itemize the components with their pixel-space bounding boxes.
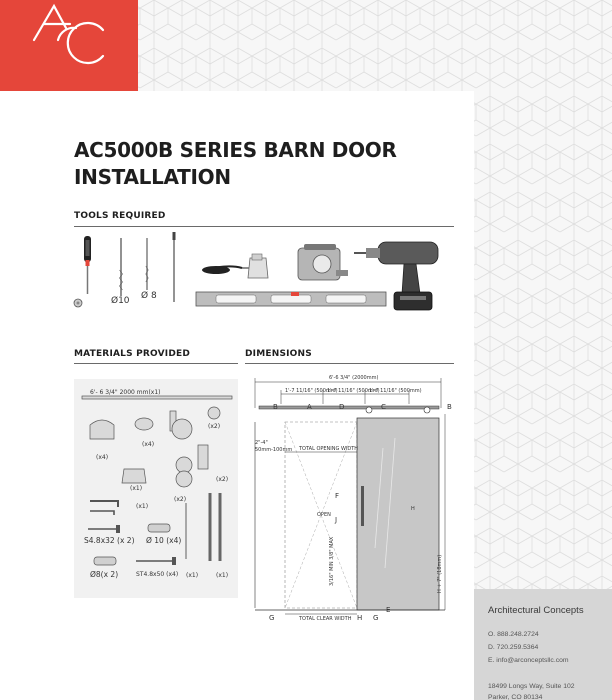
screw-s48-icon [88,525,120,533]
title-line-2: INSTALLATION [74,165,231,189]
seg1-text: 1'-7 11/16" (500mm) [285,388,338,394]
pencil-icon [173,232,176,302]
level-icon [196,292,386,306]
anti-jump-qty: (x2) [216,476,229,483]
anchor-8-label: Ø8(x 2) [90,570,119,579]
pin-qty: (x1) [186,572,199,579]
email-link[interactable]: E. info@arconceptsllc.com [488,657,569,664]
dimensions-drawing [245,368,459,624]
h-text: H [411,506,415,512]
spacer-icon [135,418,153,430]
rail-line [259,406,439,409]
letter-d: D [339,403,345,411]
allen-key-qty: (x1) [136,503,149,510]
end-stop-icon [208,407,220,419]
screw-st48-icon [136,557,176,565]
brand-logo-box [0,0,138,91]
ac-logo-icon [0,0,138,91]
letter-g-left: G [269,614,275,622]
spacer-qty: (x4) [142,441,155,448]
office-phone[interactable]: O. 888.248.2724 [488,631,539,638]
door-handle [361,486,364,526]
drill-bit-8-label: Ø 8 [141,291,157,301]
anchor-10-icon [148,524,170,532]
roller-qty: (x2) [174,496,187,503]
tools-section-label: TOOLS REQUIRED [74,211,166,221]
opening-width-text: TOTAL OPENING WIDTH [299,446,359,452]
min-max-text: 3/16" MIN 3/8" MAX [329,536,335,586]
address-line-1: 18499 Longs Way, Suite 102 [488,683,575,690]
materials-divider [74,363,238,364]
screw-st48-label: ST4.8x50 (x4) [136,571,179,578]
tools-divider [74,226,454,227]
page-title [74,137,454,191]
screw-s48-label: S4.8x32 (x 2) [84,536,135,545]
screwdriver-icon [84,236,91,294]
clear-width-text: TOTAL CLEAR WIDTH [299,616,352,622]
dimensions-section-label: DIMENSIONS [245,349,312,359]
drill-bit-8-icon [146,238,148,290]
glass-clamp-icon [122,469,146,483]
end-stop-qty: (x2) [208,423,221,430]
offset-mm-text: 50mm-100mm [255,447,293,453]
letter-h: H [357,614,363,622]
anti-jump-icon [198,445,208,469]
rail-icon [82,396,232,399]
seg3-text: 1'-7 11/16" (500mm) [369,388,422,394]
company-name: Architectural Concepts [488,605,584,616]
offset-text: 2"-4" [255,440,268,446]
bracket-qty: (x4) [96,454,109,461]
dimensions-divider [245,363,454,364]
roller-wheel-icon [172,419,192,439]
anchor-10-label: Ø 10 (x4) [146,536,182,545]
overall-dim-text: 6'-6 3/4" (2000mm) [329,375,379,381]
rail-label: 6'- 6 3/4" 2000 mm(x1) [90,389,161,396]
title-line-1: AC5000B SERIES BARN DOOR [74,138,397,162]
materials-panel [74,379,238,598]
open-text: OPEN [317,512,331,518]
chalk-line-icon [202,254,268,278]
roller-b-icon [176,471,192,487]
drill-bit-10-icon [120,238,123,296]
clamp-qty: (x1) [130,485,143,492]
materials-section-label: MATERIALS PROVIDED [74,349,191,359]
drill-bit-10-label: Ø10 [111,296,130,306]
glass-door-panel [357,418,439,610]
letter-e: E [386,606,391,614]
height-text: H + 7" (18mm) [437,554,443,593]
seg2-text: 1'-7 11/16" (500mm) [327,388,380,394]
screw-head-icon [74,299,82,307]
letter-j: J [335,516,338,524]
wall-bracket-icon [90,420,114,439]
direct-phone[interactable]: D. 720.259.5364 [488,644,539,651]
tape-measure-icon [298,244,348,280]
letter-a: A [307,403,312,411]
address-line-2: Parker, CO 80134 [488,694,543,700]
letter-b-right: B [447,403,452,411]
letter-g-right: G [373,614,379,622]
contact-panel [474,589,612,700]
anchor-8-icon [94,557,116,565]
letter-c: C [381,403,386,411]
letter-b-left: B [273,403,278,411]
allen-key-small-icon [90,511,114,515]
allen-key-large-icon [90,501,118,507]
handle-qty: (x1) [216,572,229,579]
letter-f: F [335,492,340,500]
materials-illustration [74,379,238,598]
roller-a-icon [176,457,192,473]
